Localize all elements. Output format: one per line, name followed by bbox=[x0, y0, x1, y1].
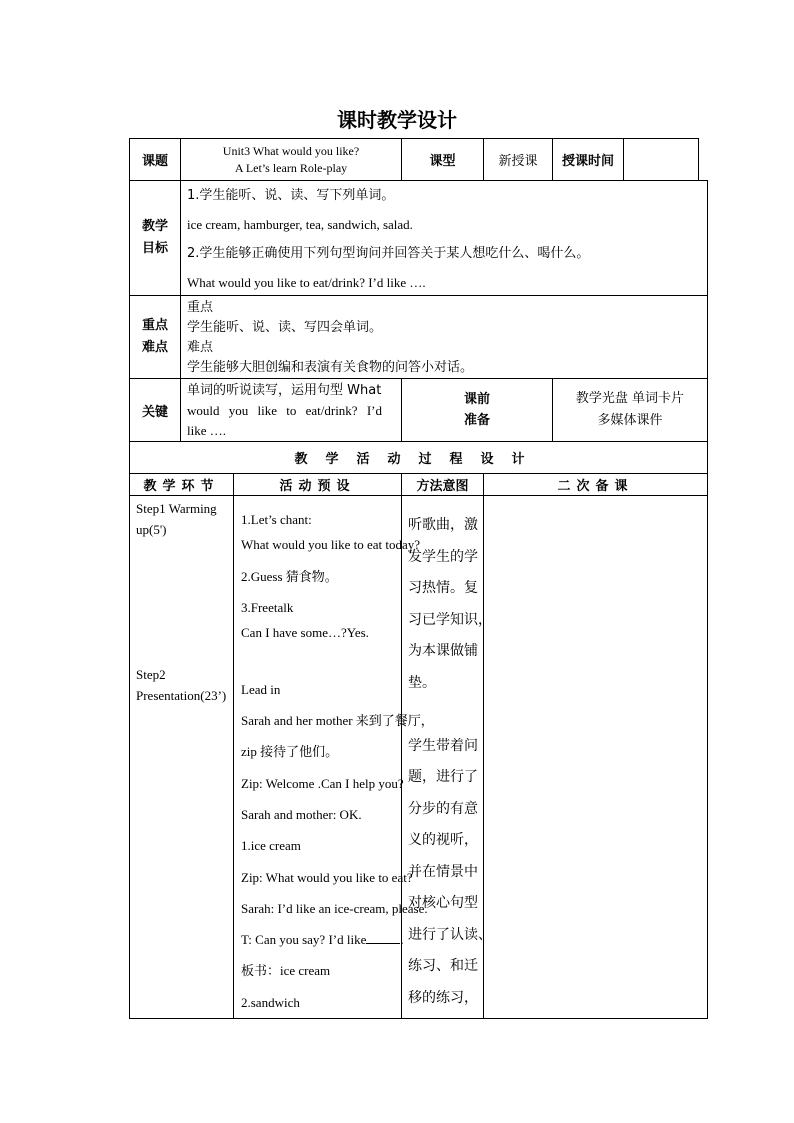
page-title: 课时教学设计 bbox=[337, 108, 457, 132]
time-label: 授课时间 bbox=[553, 139, 624, 181]
keypoint-line-1: 重点 bbox=[187, 300, 214, 315]
keypoint-line-2: 学生能听、说、读、写四会单词。 bbox=[187, 320, 383, 335]
key-line-3: like …. bbox=[187, 423, 226, 438]
method-line: 分步的有意 bbox=[408, 800, 478, 817]
objective-line-2: ice cream, hamburger, tea, sandwich, salad. bbox=[187, 217, 413, 232]
steps-cell bbox=[130, 496, 234, 1019]
activity-line: zip 接待了他们。 bbox=[241, 744, 339, 760]
activity-line: Sarah: I’d like an ice-cream, please. bbox=[241, 900, 428, 916]
activity-line: 1.Let’s chant: bbox=[241, 512, 312, 527]
key-cell bbox=[181, 379, 402, 442]
objective-line-1: 1.学生能听、说、读、写下列单词。 bbox=[187, 188, 395, 203]
topic-cell bbox=[181, 139, 402, 181]
activity-line: What would you like to eat today? bbox=[241, 537, 421, 553]
activity-line: 1.ice cream bbox=[241, 838, 301, 854]
type-value: 新授课 bbox=[484, 139, 553, 181]
prep-line-1: 教学光盘 单词卡片 bbox=[575, 391, 685, 406]
column-header-steps bbox=[130, 474, 234, 496]
fill-in-blank bbox=[366, 933, 400, 944]
activity-line: Lead in bbox=[241, 681, 281, 697]
activity-line: 板书：ice cream bbox=[241, 963, 331, 979]
activity-line-blank: T: Can you say? I’d like . bbox=[241, 932, 404, 948]
objectives-label-2: 目标 bbox=[141, 241, 168, 256]
activity-line: 2.Guess 猜食物。 bbox=[241, 568, 338, 584]
topic-line-2: A Let’s learn Role-play bbox=[234, 160, 348, 175]
column-header-revision bbox=[484, 474, 708, 496]
key-line-1: 单词的听说读写，运用句型 What bbox=[187, 383, 382, 398]
objective-line-3: 2.学生能够正确使用下列句型询问并回答关于某人想吃什么、喝什么。 bbox=[187, 246, 590, 261]
key-label: 关键 bbox=[130, 379, 181, 442]
topic-row bbox=[130, 139, 708, 181]
step-2: Step2 Presentation(23’) bbox=[136, 667, 227, 703]
method-line: 为本课做铺 bbox=[408, 643, 478, 659]
topic-line-1: Unit3 What would you like? bbox=[222, 143, 360, 158]
prep-line-2: 多媒体课件 bbox=[597, 413, 663, 428]
section-title bbox=[130, 442, 708, 474]
activity-line: 2.sandwich bbox=[241, 994, 300, 1010]
key-line-2: would you like to eat/drink? I’d bbox=[187, 403, 382, 418]
objectives-row bbox=[130, 181, 708, 296]
column-header-steps-text: 教学环节 bbox=[143, 479, 220, 494]
spacer-cell bbox=[699, 139, 708, 181]
step-1: Step1 Warming up(5') bbox=[136, 501, 217, 537]
activity-line: Can I have some…?Yes. bbox=[241, 625, 369, 641]
method-line: 进行了认读、 bbox=[408, 926, 492, 943]
keypoints-cell bbox=[181, 296, 708, 379]
keypoint-line-3: 难点 bbox=[187, 340, 214, 355]
method-line: 义的视听， bbox=[408, 832, 478, 848]
lesson-plan-table bbox=[129, 138, 708, 1019]
prep-cell bbox=[553, 379, 708, 442]
activity-line: 3.Freetalk bbox=[241, 599, 294, 615]
methods-cell bbox=[402, 496, 492, 1019]
column-header-activities-text: 活动预设 bbox=[279, 479, 356, 494]
activity-line: Zip: What would you like to eat? bbox=[241, 869, 413, 885]
content-row bbox=[130, 496, 708, 1019]
keypoints-label bbox=[130, 296, 181, 379]
section-title-text: 教学活动过程设计 bbox=[294, 452, 543, 467]
column-header-row bbox=[130, 474, 708, 496]
activity-line: Sarah and her mother 来到了餐厅， bbox=[241, 713, 434, 729]
activity-line: T: Can you say? I’d like bbox=[241, 932, 367, 948]
method-line: 学生带着问 bbox=[408, 737, 478, 754]
section-title-row bbox=[130, 442, 708, 474]
revision-cell bbox=[484, 496, 708, 1019]
method-line: 习已学知识， bbox=[408, 611, 492, 628]
keypoints-row bbox=[130, 296, 708, 379]
prep-label bbox=[402, 379, 553, 442]
key-row bbox=[130, 379, 708, 442]
method-line: 移的练习， bbox=[408, 989, 478, 1006]
method-line: 练习、和迁 bbox=[408, 958, 478, 974]
method-line: 发学生的学 bbox=[408, 548, 478, 565]
column-header-activities bbox=[234, 474, 402, 496]
method-line: 对核心句型 bbox=[408, 895, 478, 911]
objectives-label bbox=[130, 181, 181, 296]
objectives-label-1: 教学 bbox=[141, 219, 168, 234]
prep-label-2: 准备 bbox=[463, 413, 490, 428]
activity-line: Sarah and mother: OK. bbox=[241, 806, 362, 822]
method-line: 听歌曲，激 bbox=[408, 517, 478, 533]
keypoint-line-4: 学生能够大胆创编和表演有关食物的问答小对话。 bbox=[187, 360, 474, 375]
time-value bbox=[624, 139, 699, 181]
type-label: 课型 bbox=[402, 139, 484, 181]
method-line: 并在情景中 bbox=[408, 863, 478, 880]
objectives-cell bbox=[181, 181, 708, 296]
objective-line-4: What would you like to eat/drink? I’d like …. bbox=[187, 275, 426, 290]
keypoints-label-2: 难点 bbox=[141, 340, 168, 355]
prep-label-1: 课前 bbox=[463, 392, 490, 407]
activity-line: Zip: Welcome .Can I help you? bbox=[241, 775, 404, 791]
method-line: 题，进行了 bbox=[408, 769, 478, 785]
method-line: 垫。 bbox=[408, 674, 436, 691]
column-header-revision-text: 二次备课 bbox=[557, 479, 634, 494]
keypoints-label-1: 重点 bbox=[141, 318, 168, 333]
activities-cell bbox=[234, 496, 434, 1019]
column-header-methods: 方法意图 bbox=[402, 474, 484, 496]
method-line: 习热情。复 bbox=[408, 580, 478, 596]
topic-label: 课题 bbox=[130, 139, 181, 181]
